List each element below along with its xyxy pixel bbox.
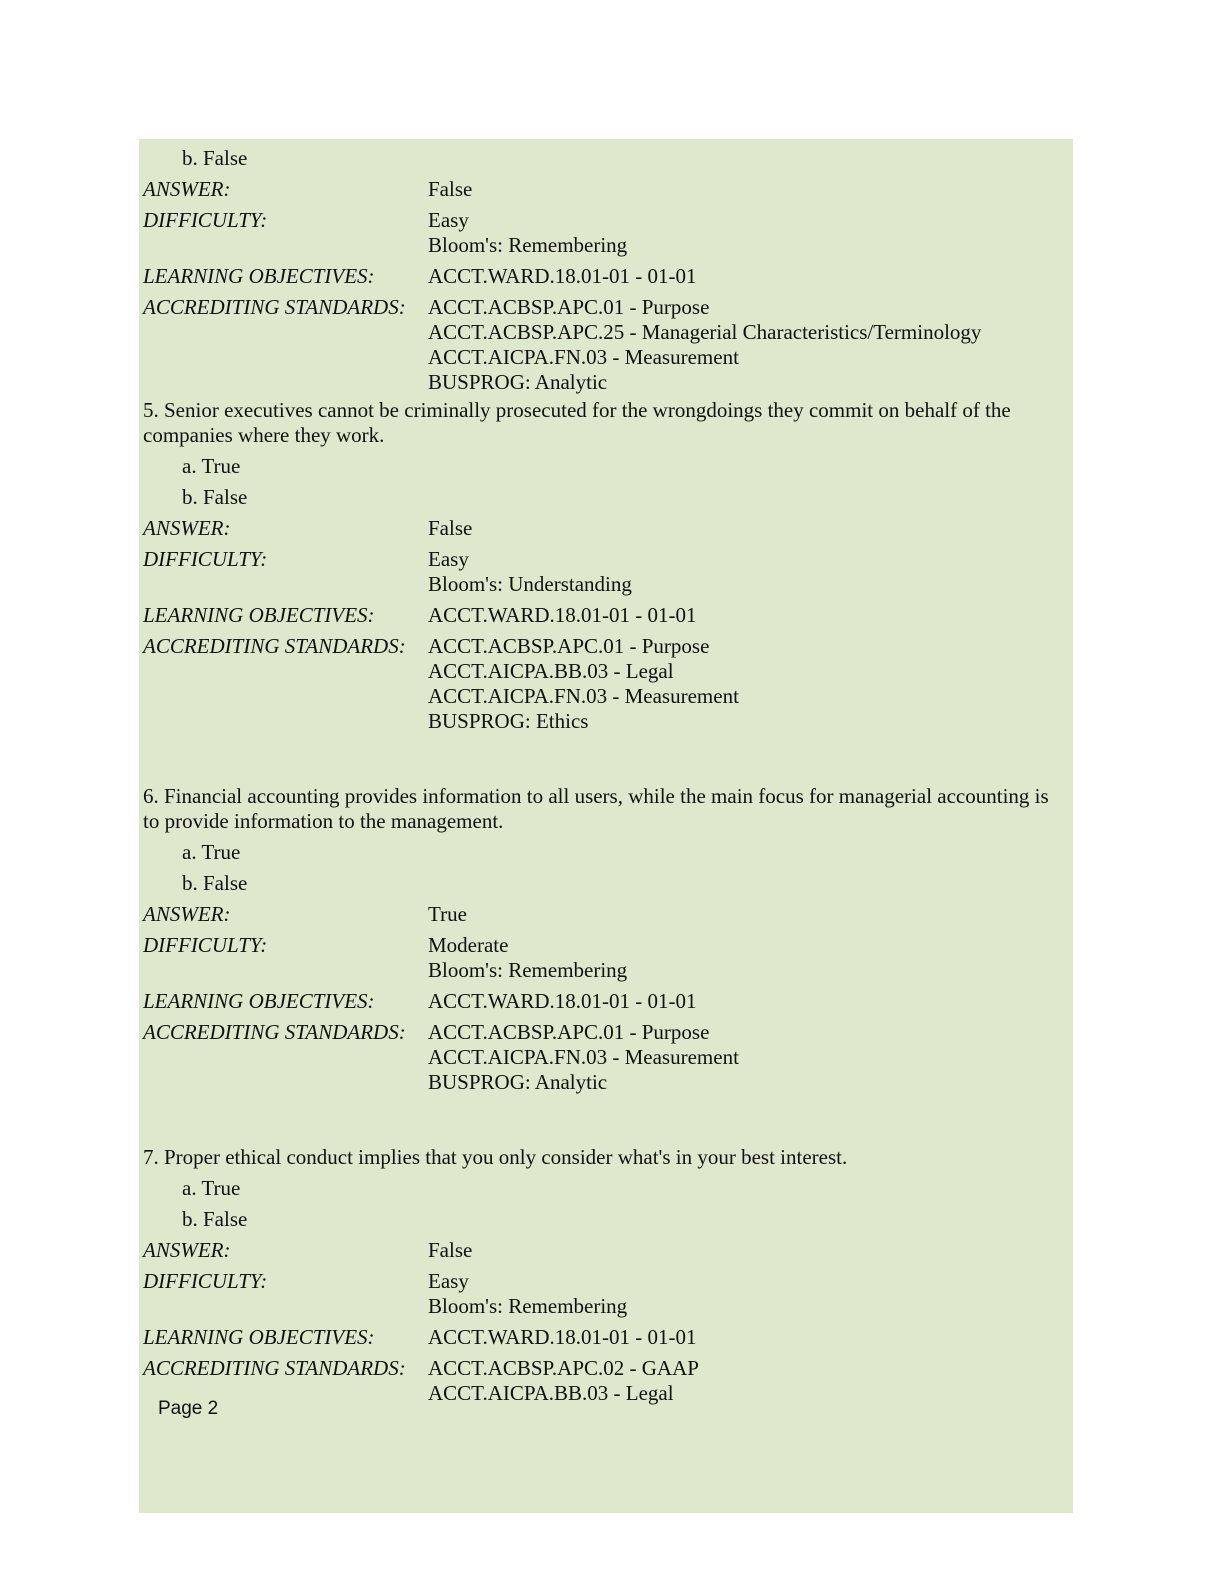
learning-objectives-label: LEARNING OBJECTIVES: <box>143 603 375 627</box>
answer-label: ANSWER: <box>143 177 231 201</box>
question-block <box>143 146 1073 395</box>
difficulty-row <box>143 547 1073 597</box>
question-text: 6. Financial accounting provides information to all users, while the main focus for managerial accounting is to provide information to the management. <box>143 784 1049 833</box>
answer-value: False <box>428 516 473 540</box>
difficulty-row <box>143 208 1073 258</box>
question-block <box>143 1145 1073 1406</box>
difficulty-value: Easy <box>428 1269 469 1293</box>
answer-option: b. False <box>182 871 248 895</box>
learning-objectives-row <box>143 603 1073 628</box>
answer-row <box>143 902 1073 927</box>
question-block <box>143 398 1073 734</box>
standard-item: ACCT.AICPA.FN.03 - Measurement <box>428 345 739 369</box>
answer-option: b. False <box>182 485 248 509</box>
learning-objectives-label: LEARNING OBJECTIVES: <box>143 989 375 1013</box>
learning-objectives-label: LEARNING OBJECTIVES: <box>143 1325 375 1349</box>
standard-item: ACCT.ACBSP.APC.01 - Purpose <box>428 295 710 319</box>
learning-objectives-value: ACCT.WARD.18.01-01 - 01-01 <box>428 264 697 288</box>
bloom-level: Bloom's: Understanding <box>428 572 632 596</box>
accrediting-standards-row <box>143 634 1073 734</box>
standard-item: ACCT.ACBSP.APC.25 - Managerial Characteristics/Terminology <box>428 320 982 344</box>
standard-item: ACCT.ACBSP.APC.02 - GAAP <box>428 1356 699 1380</box>
question-text: 7. Proper ethical conduct implies that you only consider what's in your best interest. <box>143 1145 848 1169</box>
difficulty-label: DIFFICULTY: <box>143 547 268 571</box>
bloom-level: Bloom's: Remembering <box>428 958 628 982</box>
bloom-level: Bloom's: Remembering <box>428 1294 628 1318</box>
page-number: Page 2 <box>158 1398 219 1419</box>
difficulty-row <box>143 933 1073 983</box>
accrediting-standards-row <box>143 295 1073 395</box>
standard-item: BUSPROG: Analytic <box>428 370 608 394</box>
answer-option: a. True <box>182 840 241 864</box>
learning-objectives-value: ACCT.WARD.18.01-01 - 01-01 <box>428 989 697 1013</box>
standard-item: ACCT.AICPA.BB.03 - Legal <box>428 659 674 683</box>
difficulty-label: DIFFICULTY: <box>143 933 268 957</box>
answer-option: b. False <box>182 1207 248 1231</box>
spacer <box>143 734 1073 778</box>
learning-objectives-row <box>143 989 1073 1014</box>
learning-objectives-value: ACCT.WARD.18.01-01 - 01-01 <box>428 603 697 627</box>
answer-label: ANSWER: <box>143 1238 231 1262</box>
standard-item: BUSPROG: Ethics <box>428 709 589 733</box>
learning-objectives-label: LEARNING OBJECTIVES: <box>143 264 375 288</box>
standard-item: ACCT.AICPA.BB.03 - Legal <box>428 1381 674 1405</box>
answer-row <box>143 177 1073 202</box>
standard-item: BUSPROG: Analytic <box>428 1070 608 1094</box>
accrediting-standards-row <box>143 1356 1073 1406</box>
answer-option: a. True <box>182 454 241 478</box>
answer-row <box>143 516 1073 541</box>
answer-option: b. False <box>182 146 248 170</box>
answer-row <box>143 1238 1073 1263</box>
accrediting-standards-row <box>143 1020 1073 1095</box>
question-text: 5. Senior executives cannot be criminally prosecuted for the wrongdoings they commit on behalf of the companies where they work. <box>143 398 1011 447</box>
difficulty-label: DIFFICULTY: <box>143 1269 268 1293</box>
learning-objectives-value: ACCT.WARD.18.01-01 - 01-01 <box>428 1325 697 1349</box>
spacer <box>143 1095 1073 1139</box>
standard-item: ACCT.ACBSP.APC.01 - Purpose <box>428 1020 710 1044</box>
difficulty-label: DIFFICULTY: <box>143 208 268 232</box>
difficulty-value: Easy <box>428 547 469 571</box>
accrediting-standards-label: ACCREDITING STANDARDS: <box>143 295 406 319</box>
document-content <box>143 146 1073 1406</box>
standard-item: ACCT.AICPA.FN.03 - Measurement <box>428 684 739 708</box>
answer-label: ANSWER: <box>143 516 231 540</box>
answer-value: True <box>428 902 467 926</box>
answer-option: a. True <box>182 1176 241 1200</box>
difficulty-value: Easy <box>428 208 469 232</box>
standard-item: ACCT.AICPA.FN.03 - Measurement <box>428 1045 739 1069</box>
standard-item: ACCT.ACBSP.APC.01 - Purpose <box>428 634 710 658</box>
difficulty-value: Moderate <box>428 933 509 957</box>
learning-objectives-row <box>143 1325 1073 1350</box>
accrediting-standards-label: ACCREDITING STANDARDS: <box>143 1020 406 1044</box>
question-block <box>143 784 1073 1095</box>
accrediting-standards-label: ACCREDITING STANDARDS: <box>143 1356 406 1380</box>
difficulty-row <box>143 1269 1073 1319</box>
accrediting-standards-label: ACCREDITING STANDARDS: <box>143 634 406 658</box>
learning-objectives-row <box>143 264 1073 289</box>
answer-label: ANSWER: <box>143 902 231 926</box>
answer-value: False <box>428 1238 473 1262</box>
bloom-level: Bloom's: Remembering <box>428 233 628 257</box>
answer-value: False <box>428 177 473 201</box>
